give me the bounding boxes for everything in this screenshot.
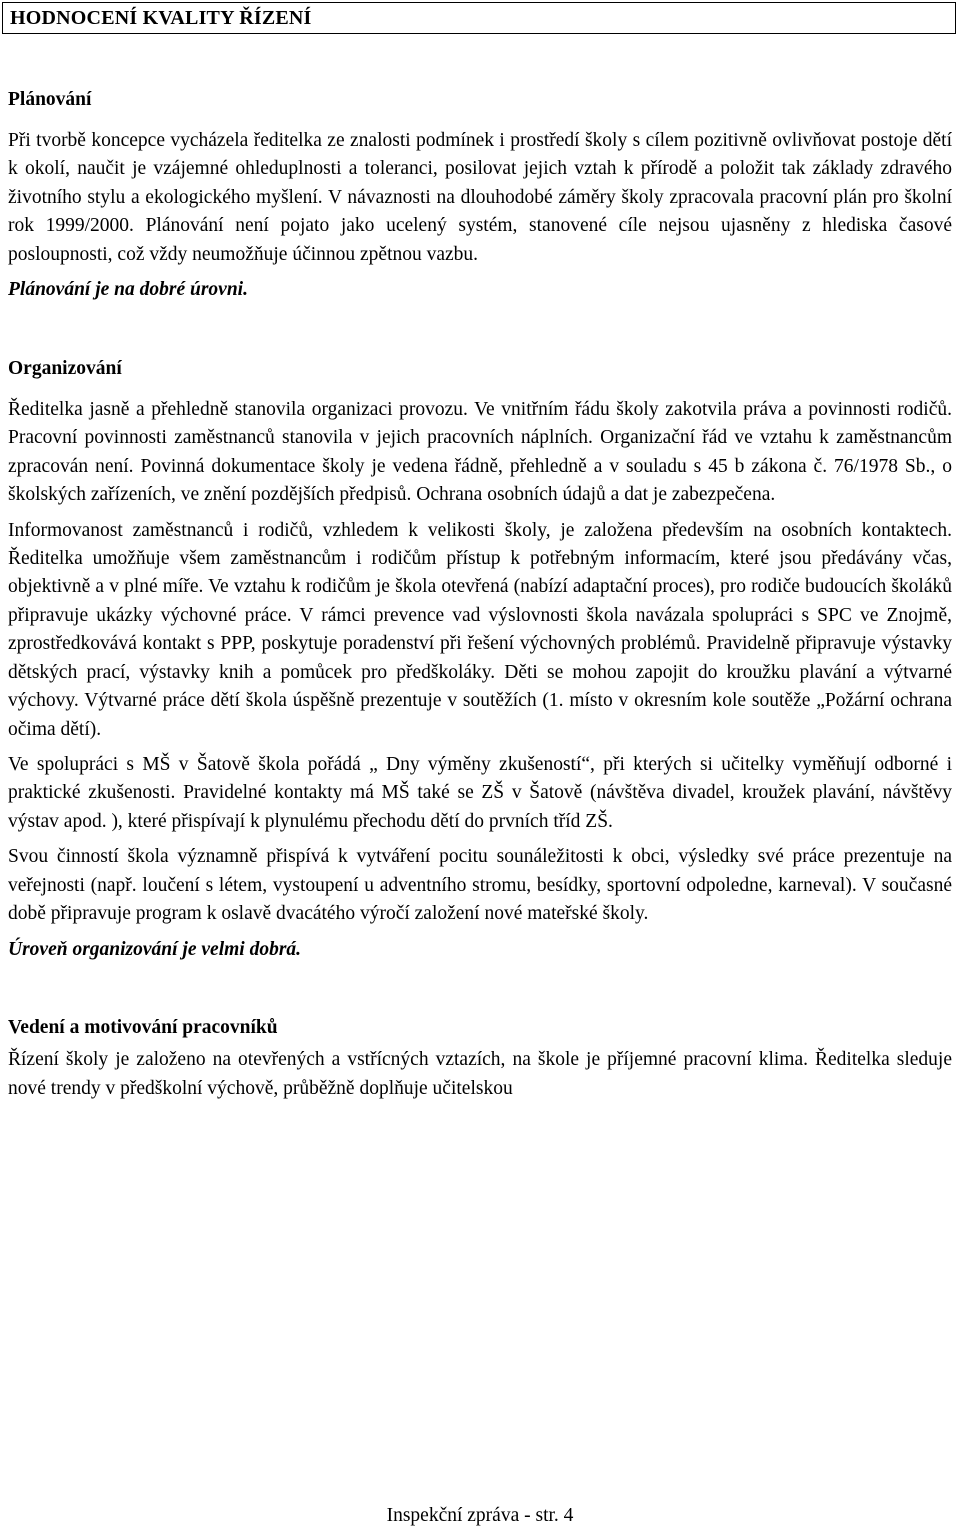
planning-paragraph: Při tvorbě koncepce vycházela ředitelka ze znalosti podmínek i prostředí školy s cílem pozitivně ovlivňovat postoje dětí k okolí, naučit je vzájemné ohleduplnosti a toleranci, posilovat jejich vztah k přírodě a položit tak základy zdravého životního stylu a ekologického myšlení. V návaznosti na dlouhodobé záměry školy zpracovala pracovní plán pro školní rok 1999/2000. Plánování není pojato jako ucelený systém, stanovené cíle nejsou ujasněny z hlediska časové posloupnosti, což vždy neumožňuje účinnou zpětnou vazbu.: [8, 130, 952, 265]
leading-paragraph: Řízení školy je založeno na otevřených a vstřícných vztazích, na škole je příjemné pracovní klima. Ředitelka sleduje nové trendy v předškolní výchově, průběžně doplňuje učitelskou: [8, 1049, 952, 1099]
document-title-box: [2, 2, 956, 34]
page-footer: [0, 1505, 960, 1527]
section-heading-leading: Vedení a motivování pracovníků: [8, 1017, 278, 1039]
planning-conclusion: Plánování je na dobré úrovni.: [8, 279, 248, 301]
organizing-paragraph-1: Ředitelka jasně a přehledně stanovila organizaci provozu. Ve vnitřním řádu školy zakotvila práva a povinnosti rodičů. Pracovní povinnosti zaměstnanců stanovila v jejich pracovních náplních. Organizační řád ve vztahu k zaměstnancům zpracován není. Povinná dokumentace školy je vedena řádně, přehledně a v souladu s 45 b zákona č. 76/1978 Sb., o školských zařízeních, ve znění pozdějších předpisů. Ochrana osobních údajů a dat je zabezpečena.: [8, 399, 952, 506]
organizing-paragraph-2: Informovanost zaměstnanců i rodičů, vzhledem k velikosti školy, je založena především na osobních kontaktech. Ředitelka umožňuje všem zaměstnancům i rodičům přístup k potřebným informacím, které jsou předávány včas, objektivně a v plné míře. Ve vztahu k rodičům je škola otevřená (nabízí adaptační proces), pro rodiče budoucích školáků připravuje ukázky výchovné práce. V rámci prevence vad výslovnosti škola navázala spolupráci s SPC ve Znojmě, zprostředkovává kontakt s PPP, poskytuje poradenství při řešení výchovných problémů. Pravidelně připravuje výstavky dětských prací, výstavky knih a pomůcek pro předškoláky. Děti se mohou zapojit do kroužku plavání a výtvarné výchovy. Výtvarné práce dětí škola úspěšně prezentuje v soutěžích (1. místo v okresním kole soutěže „Požární ochrana očima dětí).: [8, 519, 952, 740]
footer-page-label: Inspekční zpráva - str. 4: [386, 1505, 574, 1526]
organizing-conclusion: Úroveň organizování je velmi dobrá.: [8, 939, 302, 961]
section-heading-organizing: Organizování: [8, 358, 122, 380]
organizing-paragraph-3: Ve spolupráci s MŠ v Šatově škola pořádá „ Dny výměny zkušeností“, při kterých si učitelky vyměňují odborné i praktické zkušenosti. Pravidelné kontakty má MŠ také se ZŠ v Šatově (návštěva divadel, kroužek plavání, návštěvy výstav apod. ), které přispívají k plynulému přechodu dětí do prvních tříd ZŠ.: [8, 753, 952, 832]
document-title: HODNOCENÍ KVALITY ŘÍZENÍ: [10, 7, 312, 29]
document-body: [8, 86, 952, 1103]
organizing-paragraph-4: Svou činností škola významně přispívá k vytváření pocitu sounáležitosti k obci, výsledky své práce prezentuje na veřejnosti (např. loučení s létem, vystoupení u adventního stromu, besídky, sportovní odpoledne, karneval). V současné době připravuje program k oslavě dvacátého výročí založení nové mateřské školy.: [8, 846, 952, 924]
section-heading-planning: Plánování: [8, 89, 92, 110]
